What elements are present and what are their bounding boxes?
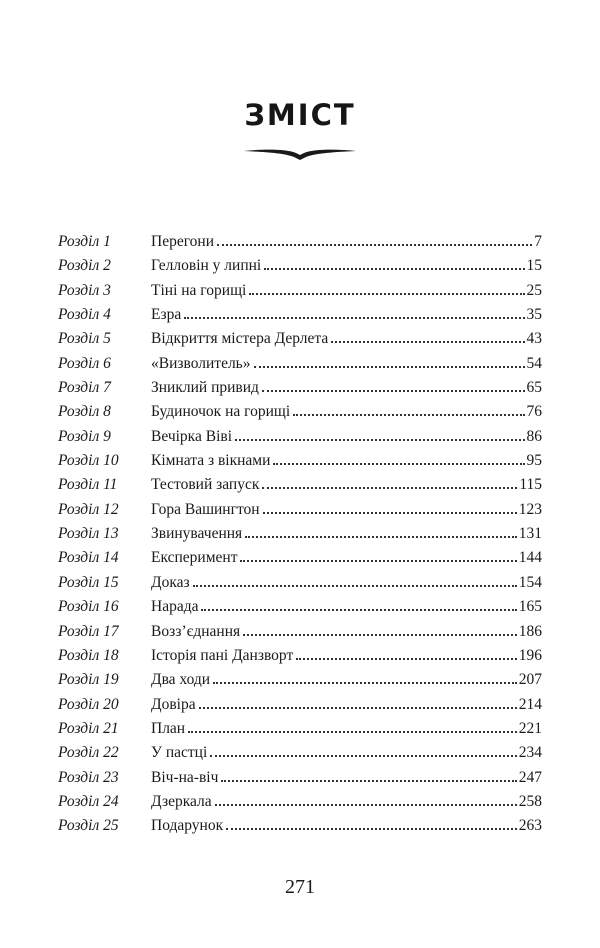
toc-entry[interactable] xyxy=(58,279,542,303)
chapter-title: Кімната з вікнами xyxy=(151,452,271,470)
chapter-label: Розділ 9 xyxy=(58,427,111,445)
chapter-page-number: 234 xyxy=(518,744,542,762)
chapter-title: Езра xyxy=(151,306,182,324)
chapter-page-number: 247 xyxy=(518,768,542,786)
toc-entry[interactable] xyxy=(58,717,542,741)
toc-entry[interactable] xyxy=(58,254,542,278)
dot-leader xyxy=(262,487,517,489)
chapter-title: Два ходи xyxy=(151,671,211,689)
chapter-label: Розділ 21 xyxy=(58,719,119,737)
chapter-page-number: 15 xyxy=(526,257,542,275)
dot-leader xyxy=(221,780,516,782)
toc-entry[interactable] xyxy=(58,449,542,473)
toc-entry[interactable] xyxy=(58,230,542,254)
chapter-page-number: 7 xyxy=(534,233,542,250)
chapter-label: Розділ 20 xyxy=(58,695,119,713)
dot-leader xyxy=(240,560,516,562)
chapter-label: Розділ 5 xyxy=(58,330,111,348)
toc-entry[interactable] xyxy=(58,668,542,692)
chapter-title: Доказ xyxy=(151,573,190,591)
chapter-label: Розділ 10 xyxy=(58,452,119,470)
chapter-label: Розділ 8 xyxy=(58,403,111,421)
dot-leader xyxy=(263,512,517,514)
toc-entry[interactable] xyxy=(58,571,542,595)
chapter-label: Розділ 4 xyxy=(58,306,111,324)
dot-leader xyxy=(201,609,516,611)
dot-leader xyxy=(243,634,517,636)
toc-entry[interactable] xyxy=(58,327,542,351)
chapter-title: Тіні на горищі xyxy=(151,281,247,299)
dot-leader xyxy=(193,585,517,587)
chapter-title: Гелловін у липні xyxy=(151,257,262,275)
chapter-title: Зниклий привид xyxy=(151,379,259,397)
dot-leader xyxy=(213,682,517,684)
toc-entry[interactable] xyxy=(58,595,542,619)
chapter-title: Відкриття містера Дерлета xyxy=(151,330,329,348)
chapter-page-number: 207 xyxy=(518,671,542,689)
chapter-page-number: 86 xyxy=(526,427,542,445)
dot-leader xyxy=(254,366,525,368)
chapter-title: Перегони xyxy=(151,233,215,250)
chapter-title: Довіра xyxy=(151,695,196,713)
toc-entry[interactable] xyxy=(58,498,542,522)
chapter-page-number: 186 xyxy=(518,622,542,640)
toc-entry[interactable] xyxy=(58,522,542,546)
dot-leader xyxy=(273,463,524,465)
dot-leader xyxy=(264,268,524,270)
chapter-page-number: 258 xyxy=(518,792,542,810)
chapter-label: Розділ 7 xyxy=(58,379,111,397)
toc-entry[interactable] xyxy=(58,741,542,765)
chapter-page-number: 35 xyxy=(526,306,542,324)
toc-entry[interactable] xyxy=(58,303,542,327)
chapter-label: Розділ 18 xyxy=(58,646,119,664)
toc-entry[interactable] xyxy=(58,766,542,790)
dot-leader xyxy=(188,731,517,733)
toc-entry[interactable] xyxy=(58,376,542,400)
chapter-label: Розділ 25 xyxy=(58,817,119,835)
toc-entry[interactable] xyxy=(58,425,542,449)
chapter-page-number: 144 xyxy=(518,549,542,567)
dot-leader xyxy=(331,341,524,343)
page-number: 271 xyxy=(285,876,315,898)
chapter-page-number: 76 xyxy=(526,403,542,421)
chapter-label: Розділ 15 xyxy=(58,573,119,591)
chapter-page-number: 214 xyxy=(518,695,542,713)
chapter-page-number: 196 xyxy=(518,646,542,664)
tilde-swash-ornament-icon xyxy=(242,142,358,162)
toc-entry[interactable] xyxy=(58,790,542,814)
chapter-title: Возз’єднання xyxy=(151,622,241,640)
chapter-page-number: 221 xyxy=(518,719,542,737)
chapter-title: Історія пані Данзворт xyxy=(151,646,294,664)
chapter-label: Розділ 17 xyxy=(58,622,119,640)
chapter-label: Розділ 12 xyxy=(58,500,119,518)
dot-leader xyxy=(199,707,517,709)
dot-leader xyxy=(217,244,532,246)
chapter-label: Розділ 19 xyxy=(58,671,119,689)
chapter-title: «Визволитель» xyxy=(151,354,251,372)
dot-leader xyxy=(245,536,517,538)
table-of-contents xyxy=(58,230,542,839)
chapter-title: План xyxy=(151,719,186,737)
dot-leader xyxy=(296,658,517,660)
chapter-label: Розділ 2 xyxy=(58,257,111,275)
chapter-label: Розділ 13 xyxy=(58,525,119,543)
dot-leader xyxy=(210,755,516,757)
chapter-label: Розділ 22 xyxy=(58,744,119,762)
chapter-label: Розділ 16 xyxy=(58,598,119,616)
dot-leader xyxy=(226,828,517,830)
chapter-title: Нарада xyxy=(151,598,199,616)
toc-entry[interactable] xyxy=(58,620,542,644)
page-title: ЗМІСТ xyxy=(244,98,356,132)
dot-leader xyxy=(293,414,524,416)
chapter-title: Звинувачення xyxy=(151,525,243,543)
chapter-title: Будиночок на горищі xyxy=(151,403,291,421)
toc-entry[interactable] xyxy=(58,546,542,570)
chapter-title: Дзеркала xyxy=(151,792,212,810)
chapter-page-number: 131 xyxy=(518,525,542,543)
chapter-page-number: 123 xyxy=(518,500,542,518)
chapter-title: Віч-на-віч xyxy=(151,768,219,786)
toc-entry[interactable] xyxy=(58,352,542,376)
chapter-title: Вечірка Віві xyxy=(151,427,233,445)
chapter-label: Розділ 1 xyxy=(58,233,111,250)
chapter-label: Розділ 24 xyxy=(58,792,119,810)
dot-leader xyxy=(262,390,525,392)
chapter-label: Розділ 3 xyxy=(58,281,111,299)
chapter-page-number: 95 xyxy=(526,452,542,470)
toc-entry[interactable] xyxy=(58,814,542,838)
dot-leader xyxy=(235,439,524,441)
chapter-page-number: 263 xyxy=(518,817,542,835)
chapter-title: Експеримент xyxy=(151,549,238,567)
chapter-title: У пастці xyxy=(151,744,208,762)
chapter-page-number: 65 xyxy=(526,379,542,397)
chapter-title: Гора Вашингтон xyxy=(151,500,260,518)
chapter-title: Подарунок xyxy=(151,817,224,835)
dot-leader xyxy=(184,317,524,319)
toc-entry[interactable] xyxy=(58,400,542,424)
toc-entry[interactable] xyxy=(58,644,542,668)
chapter-page-number: 115 xyxy=(519,476,542,494)
toc-entry[interactable] xyxy=(58,693,542,717)
chapter-page-number: 25 xyxy=(526,281,542,299)
chapter-page-number: 165 xyxy=(518,598,542,616)
chapter-label: Розділ 6 xyxy=(58,354,111,372)
dot-leader xyxy=(215,804,517,806)
chapter-label: Розділ 11 xyxy=(58,476,118,494)
chapter-page-number: 54 xyxy=(526,354,542,372)
dot-leader xyxy=(249,293,524,295)
chapter-title: Тестовий запуск xyxy=(151,476,260,494)
chapter-page-number: 154 xyxy=(518,573,542,591)
chapter-label: Розділ 23 xyxy=(58,768,119,786)
chapter-label: Розділ 14 xyxy=(58,549,119,567)
chapter-page-number: 43 xyxy=(526,330,542,348)
toc-entry[interactable] xyxy=(58,473,542,497)
